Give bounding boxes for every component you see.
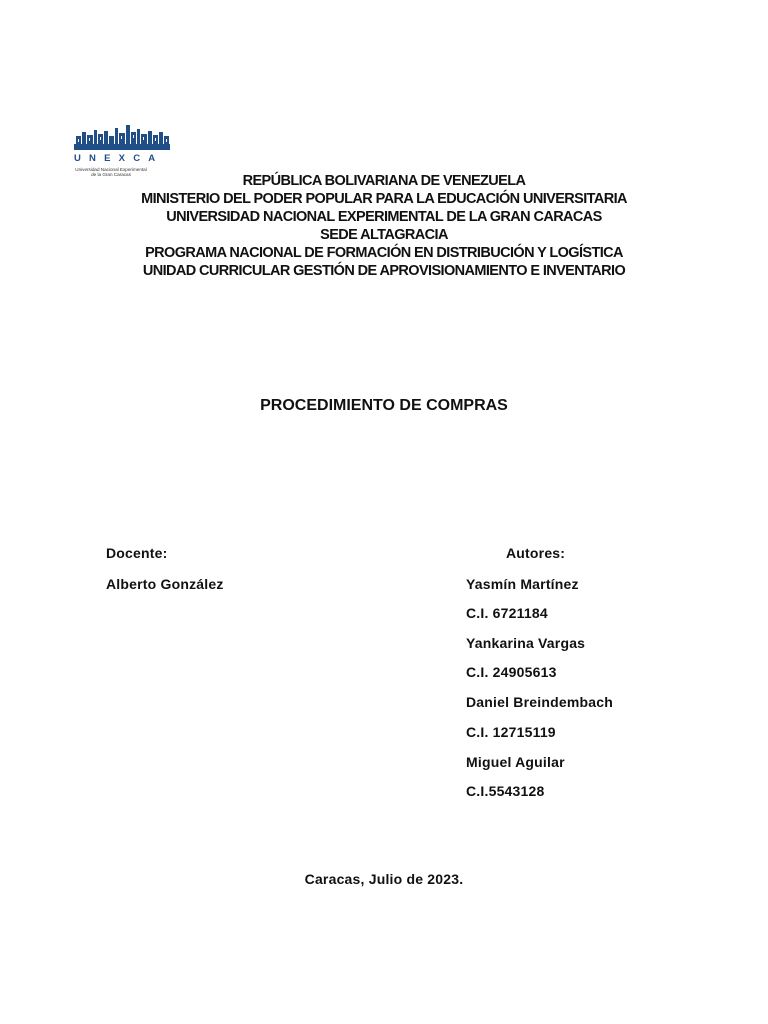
teacher-name: Alberto González <box>106 576 224 592</box>
author-id: C.I. 12715119 <box>466 724 556 740</box>
logo-subtitle-line: de la Gran Caracas <box>91 172 131 177</box>
institution-header <box>0 172 768 280</box>
logo-subtitle-line: Universidad Nacional Experimental <box>75 167 147 172</box>
authors-label: Autores: <box>506 545 566 561</box>
author-name: Yankarina Vargas <box>466 635 586 651</box>
header-line: UNIVERSIDAD NACIONAL EXPERIMENTAL DE LA GRAN CARACAS <box>166 209 602 225</box>
author-id: C.I. 6721184 <box>466 605 548 621</box>
header-line: MINISTERIO DEL PODER POPULAR PARA LA EDUCACIÓN UNIVERSITARIA <box>141 191 627 207</box>
header-line: REPÚBLICA BOLIVARIANA DE VENEZUELA <box>242 173 526 189</box>
header-line: SEDE ALTAGRACIA <box>320 227 448 243</box>
document-title: PROCEDIMIENTO DE COMPRAS <box>260 397 508 414</box>
place-date: Caracas, Julio de 2023. <box>304 871 464 887</box>
city-skyline-icon <box>72 122 172 152</box>
author-name: Yasmín Martínez <box>466 576 579 592</box>
author-name: Miguel Aguilar <box>466 754 565 770</box>
logo-wordmark: UNEXCA <box>74 153 164 164</box>
author-id: C.I. 24905613 <box>466 664 557 680</box>
header-line: PROGRAMA NACIONAL DE FORMACIÓN EN DISTRIBUCIÓN Y LOGÍSTICA <box>145 245 623 261</box>
author-id: C.I.5543128 <box>466 783 545 799</box>
teacher-label: Docente: <box>106 545 168 561</box>
author-name: Daniel Breindembach <box>466 694 613 710</box>
header-line: UNIDAD CURRICULAR GESTIÓN DE APROVISIONAMIENTO E INVENTARIO <box>142 263 626 279</box>
